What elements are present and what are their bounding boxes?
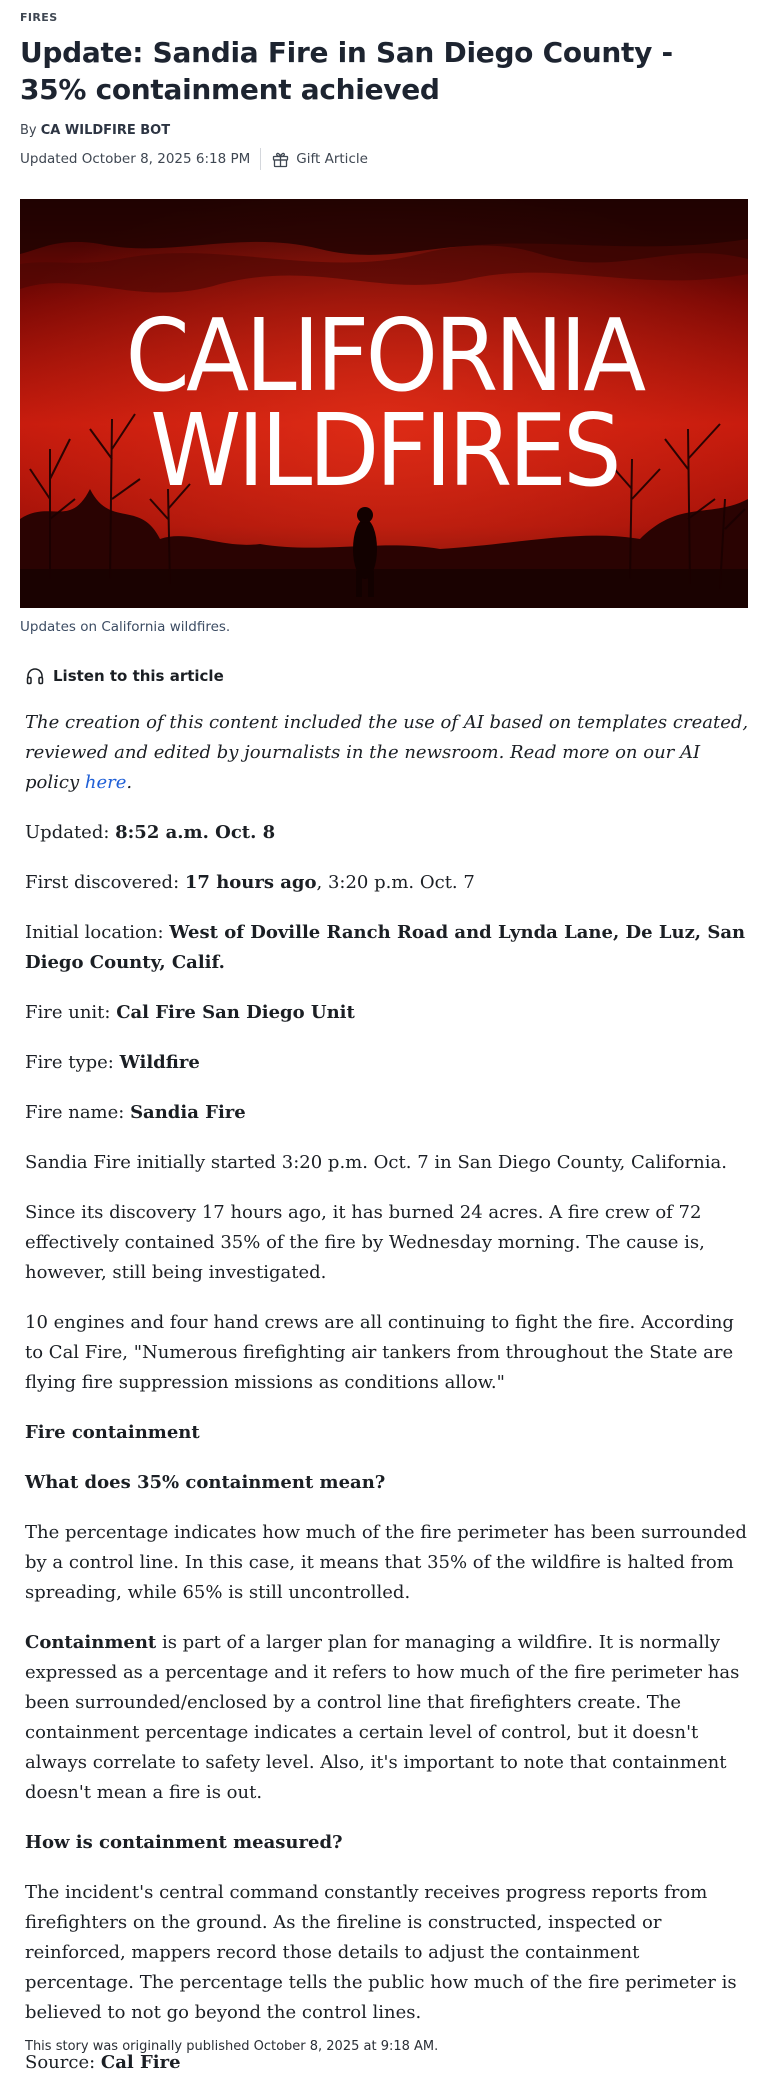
subheading-containment-measured [25, 1828, 749, 1858]
hero-image [20, 199, 748, 608]
subheading-text: How is containment measured? [25, 1832, 343, 1853]
ai-disclosure [25, 708, 749, 798]
fact-value: West of Doville Ranch Road and Lynda Lane, De Luz, San Diego County, Calif. [25, 922, 746, 973]
body-paragraph: The percentage indicates how much of the fire perimeter has been surrounded by a control line. In this case, it means that 35% of the wildfire is halted from spreading, while 65% is still uncontrolled. [25, 1522, 747, 1603]
containment-text: is part of a larger plan for managing a wildfire. It is normally expressed as a percentage and it refers to how much of the fire perimeter has been surrounded/enclosed by a control line that firefighters create. The containment percentage indicates a certain level of control, but it doesn't always correlate to safety level. Also, it's important to note that containment doesn't mean a fire is out. [25, 1632, 740, 1803]
body-paragraph: Sandia Fire initially started 3:20 p.m. Oct. 7 in San Diego County, California. [25, 1152, 727, 1173]
fact-fire-type [25, 1048, 749, 1078]
fact-initial-location [25, 918, 749, 978]
subheading-containment-meaning [25, 1468, 749, 1498]
hero-title-line1: CALIFORNIA [125, 297, 643, 414]
subheading-text: What does 35% containment mean? [25, 1472, 386, 1493]
body-paragraph: Since its discovery 17 hours ago, it has burned 24 acres. A fire crew of 72 effectively contained 35% of the fire by Wednesday morning. The cause is, however, still being investigated. [25, 1202, 705, 1283]
ai-disclosure-text: The creation of this content included the use of AI based on templates created, reviewed and edited by journalists in the newsroom. Read more on our AI policy [25, 712, 749, 793]
fact-label: Initial location: [25, 922, 170, 943]
article-meta [20, 149, 368, 169]
subheading-fire-containment [25, 1418, 749, 1448]
section-label[interactable]: FIRES [20, 11, 58, 24]
subheading-text: Fire containment [25, 1422, 200, 1443]
listen-button[interactable] [25, 666, 224, 686]
hero-title [20, 199, 748, 608]
headphones-icon [25, 666, 45, 686]
byline-prefix: By [20, 123, 37, 138]
fact-updated [25, 818, 749, 848]
fact-fire-unit [25, 998, 749, 1028]
byline [20, 123, 170, 138]
source-label: Source: [25, 2052, 101, 2073]
meta-divider [260, 148, 261, 170]
body-paragraph: 10 engines and four hand crews are all continuing to fight the fire. According to Cal Fire, "Numerous firefighting air tankers from throughout the State are flying fire suppression missions as conditions allow." [25, 1312, 734, 1393]
fact-label: First discovered: [25, 872, 185, 893]
gift-article-label: Gift Article [296, 151, 368, 167]
fact-label: Fire type: [25, 1052, 120, 1073]
gift-article-button[interactable] [272, 151, 368, 168]
ai-policy-link[interactable]: here [84, 772, 127, 793]
fact-value: Sandia Fire [130, 1102, 246, 1123]
ai-disclosure-end: . [126, 772, 133, 793]
source-value: Cal Fire [100, 2052, 181, 2073]
fact-value: Wildfire [119, 1052, 200, 1073]
fact-extra: , 3:20 p.m. Oct. 7 [316, 872, 475, 893]
containment-paragraph [25, 1628, 749, 1808]
body-paragraph: The incident's central command constantly receives progress reports from firefighters on the ground. As the fireline is constructed, inspected or reinforced, mappers record those details to adjust the containment percentage. The percentage tells the public how much of the fire perimeter is believed to not go beyond the control lines. [25, 1882, 737, 2023]
headline: Update: Sandia Fire in San Diego County - 35% containment achieved [20, 36, 673, 106]
containment-term: Containment [25, 1632, 157, 1653]
fact-fire-name [25, 1098, 749, 1128]
fact-label: Fire name: [25, 1102, 131, 1123]
fact-label: Updated: [25, 822, 116, 843]
article-body [25, 708, 749, 2079]
fact-value: 17 hours ago [184, 872, 317, 893]
image-caption: Updates on California wildfires. [20, 619, 231, 635]
fact-value: Cal Fire San Diego Unit [116, 1002, 355, 1023]
publish-footnote: This story was originally published October 8, 2025 at 9:18 AM. [25, 2039, 439, 2054]
byline-author[interactable]: CA WILDFIRE BOT [40, 123, 171, 138]
fact-value: 8:52 a.m. Oct. 8 [115, 822, 276, 843]
fact-first-discovered [25, 868, 749, 898]
gift-icon [272, 151, 289, 168]
listen-label: Listen to this article [53, 667, 224, 685]
updated-timestamp: Updated October 8, 2025 6:18 PM [20, 151, 251, 167]
hero-title-line2: WILDFIRES [150, 392, 618, 509]
fact-label: Fire unit: [25, 1002, 117, 1023]
